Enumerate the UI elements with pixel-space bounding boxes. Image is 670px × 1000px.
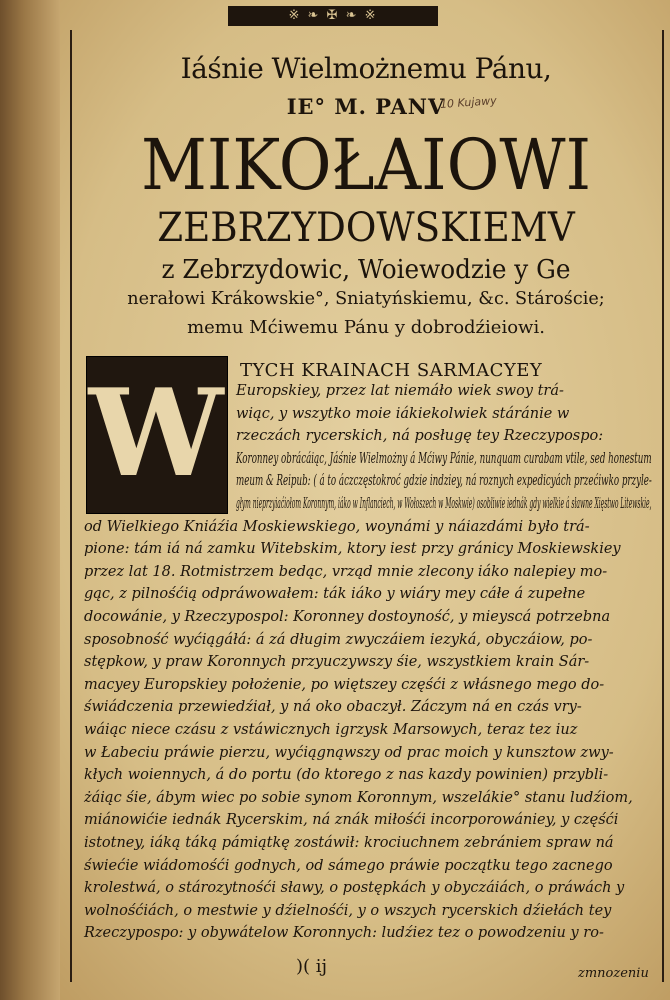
handwritten-annotation: 10 Kujawy	[439, 94, 498, 111]
dedication-line-6: nerałowi Krákowskie°, Sniatyńskiemu, &c. Stároście;	[127, 288, 605, 309]
body-line: głym nieprzyiaćiołom Koronnym, iáko w Inflanciech, w Wołoszech w Moskwie) osobliwie iednák gdy wielkie á sławne Xięstwo Litewskie,	[236, 496, 652, 512]
decorated-initial: W	[88, 363, 224, 504]
body-line: macyey Europskiey położenie, po więtszey częśći z włásnego mego do-	[84, 676, 605, 693]
catchword: zmnozeniu	[578, 966, 649, 981]
dedication-surname-line: ZEBRZYDOWSKIEMV	[157, 205, 575, 251]
dedication-line-7: memu Mćiwemu Pánu y dobrodźieiowi.	[187, 317, 545, 338]
opening-caps: TYCH KRAINACH SARMACYEY	[240, 360, 543, 381]
body-line: Rzeczypospo: y obywátelow Koronnych: ludźiez tez o powodzeniu y ro-	[84, 925, 604, 942]
body-line: sposobność wyćiągáłá: á zá długim zwyczáiem iezyká, obyczáiow, po-	[84, 631, 593, 648]
dedication-name-line: MIKOŁAIOWI	[140, 124, 592, 206]
body-line: stępkow, y praw Koronnych przyuczywszy śie, wszystkiem krain Sár-	[84, 654, 590, 671]
dedication-line-2: IE° M. PANV	[286, 94, 446, 119]
body-line: rzeczách rycerskich, ná posługę tey Rzeczypospo:	[236, 428, 604, 445]
body-line: w Łabeciu práwie pierzu, wyćiągnąwszy od prac moich y kunsztow zwy-	[84, 744, 614, 761]
body-line: wolnośćiách, o mestwie y dźielnośći, y o wszych rycerskich dźiełách tey	[84, 902, 612, 919]
signature-mark: )( ij	[296, 956, 328, 977]
body-line: Europskiey, przez lat niemáło wiek swoy trá-	[236, 383, 564, 399]
body-line: przez lat 18. Rotmistrzem bedąc, vrząd mnie zlecony iáko nalepiey mo-	[84, 563, 608, 580]
dedication-line-5: z Zebrzydowic, Woiewodzie y Ge	[161, 255, 571, 285]
body-line: żáiąc śie, ábym wiec po sobie synom Koronnym, wszelákie° stanu ludźiom,	[84, 789, 633, 806]
body-line: świádczenia przewiedźiał, y ná oko obaczył. Záczym ná en czás vry-	[84, 699, 582, 716]
body-line: pione: tám iá ná zamku Witebskim, ktory iest przy gránicy Moskiewskiey	[84, 541, 621, 558]
body-line: wáiąc niece czásu z vstáwicznych igrzysk Marsowych, teraz tez iuz	[84, 722, 578, 738]
body-line: krolestwá, o stározytnośći sławy, o postępkách y obyczáiách, o práwách y	[84, 880, 625, 897]
body-line: miánowićie iednák Rycerskim, ná znák miłośći incorporowániey, y częśći	[84, 812, 619, 829]
header-ornament: ※ ❧ ✠ ❧ ※	[228, 6, 438, 26]
body-line: wiąc, y wszytko moie iákiekolwiek stáránie w	[236, 405, 570, 422]
dedication-line-1: Iáśnie Wielmożnemu Pánu,	[180, 52, 552, 85]
body-line: docowánie, y Rzeczypospol: Koronney dostoyność, y mieyscá potrzebna	[84, 609, 611, 625]
book-spine	[0, 0, 60, 1000]
body-line: kłych woiennych, á do portu (do ktorego z nas kazdy powinien) przybli-	[84, 767, 609, 784]
body-line: istotney, iáką táką pámiątkę zostáwił: krociuchnem zebrániem spraw ná	[84, 835, 614, 851]
body-line: gąc, z pilnośćią odpráwowałem: ták iáko y wiáry mey cáłe á zupełne	[84, 586, 586, 603]
body-line: meum & Reipub: ( á to áczczęstokroć gdzie indziey, ná roznych expedicyách przećiwko przyle-	[236, 473, 652, 490]
body-line: Koronney obrácáiąc, Jáśnie Wielmożny á Mćiwy Pánie, nunquam curabam vtile, sed honestum	[236, 450, 652, 467]
body-line: od Wielkiego Kniáźia Moskiewskiego, woynámi y náiazdámi było trá-	[84, 518, 590, 535]
body-line: świećie wiádomośći godnych, od sámego práwie początku tego zacnego	[84, 857, 613, 874]
